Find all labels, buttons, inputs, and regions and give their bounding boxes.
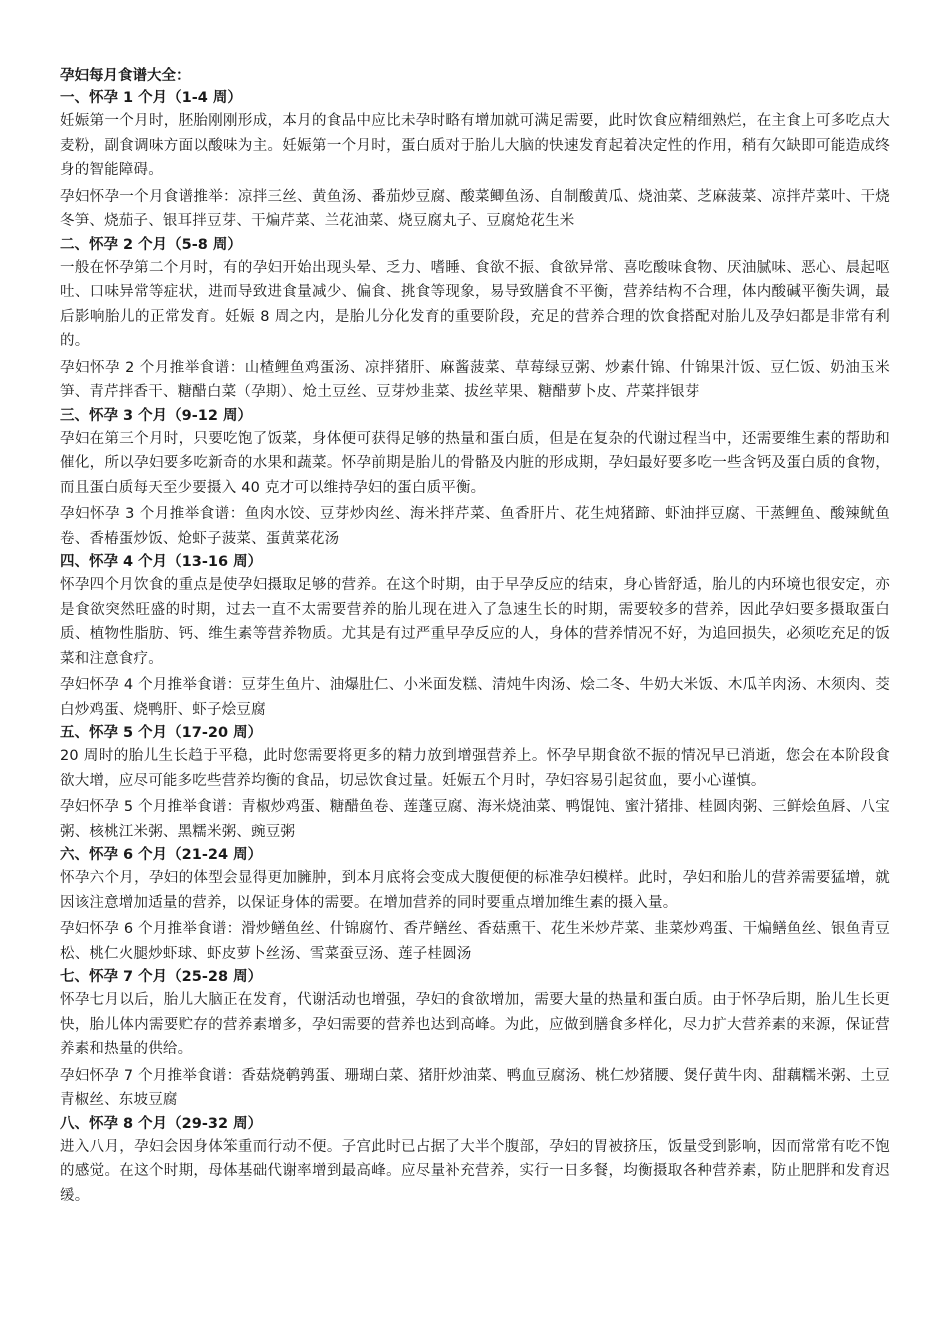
section-description: 怀孕四个月饮食的重点是使孕妇摄取足够的营养。在这个时期，由于早孕反应的结束，身心皆舒适，胎儿的内环境也很安定，亦是食欲突然旺盛的时期，过去一直不太需要营养的胎儿现在进入了急速生长的时期，需要较多的营养，因此孕妇要多摄取蛋白质、植物性脂肪、钙、维生素等营养物质。尤其是有过严重早孕反应的人，身体的营养情况不好，为追回损失，必须吃充足的饭菜和注意食疗。 <box>60 577 890 667</box>
section-2 <box>60 234 890 405</box>
document-title: 孕妇每月食谱大全： <box>60 68 191 84</box>
section-3 <box>60 405 890 552</box>
section-8 <box>60 1113 890 1209</box>
recommended-recipes: 孕妇怀孕 6 个月推举食谱：滑炒鳝鱼丝、什锦腐竹、香芹鳝丝、香菇熏干、花生米炒芹菜、韭菜炒鸡蛋、干煸鳝鱼丝、银鱼青豆松、桃仁火腿炒虾球、虾皮萝卜丝汤、雪菜蚕豆汤、莲子桂圆汤 <box>60 921 890 962</box>
section-description: 20 周时的胎儿生长趋于平稳，此时您需要将更多的精力放到增强营养上。怀孕早期食欲不振的情况早已消逝，您会在本阶段食欲大增，应尽可能多吃些营养均衡的食品，切忌饮食过量。妊娠五个月时，孕妇容易引起贫血，要小心谨慎。 <box>60 748 890 789</box>
section-heading: 一、怀孕 1 个月（1-4 周） <box>60 90 242 106</box>
recommended-recipes: 孕妇怀孕 5 个月推举食谱：青椒炒鸡蛋、糖醋鱼卷、莲蓬豆腐、海米烧油菜、鸭馄饨、蜜汁猪排、桂圆肉粥、三鲜烩鱼唇、八宝粥、核桃江米粥、黑糯米粥、豌豆粥 <box>60 799 890 840</box>
section-heading: 八、怀孕 8 个月（29-32 周） <box>60 1115 263 1132</box>
sections-container <box>60 87 890 1208</box>
section-6 <box>60 844 890 966</box>
recommended-recipes: 孕妇怀孕 4 个月推举食谱：豆芽生鱼片、油爆肚仁、小米面发糕、清炖牛肉汤、烩二冬、牛奶大米饭、木瓜羊肉汤、木须肉、茭白炒鸡蛋、烧鸭肝、虾子烩豆腐 <box>60 677 890 718</box>
section-description: 孕妇在第三个月时，只要吃饱了饭菜，身体便可获得足够的热量和蛋白质，但是在复杂的代谢过程当中，还需要维生素的帮助和催化，所以孕妇要多吃新奇的水果和蔬菜。怀孕前期是胎儿的骨骼及内脏的形成期，孕妇最好要多吃一些含钙及蛋白质的食物，而且蛋白质每天至少要摄入 40 克才可以维持孕妇的蛋白质平衡。 <box>60 430 890 496</box>
section-1 <box>60 87 890 234</box>
document-page <box>60 65 890 1208</box>
section-description: 进入八月，孕妇会因身体笨重而行动不便。子宫此时已占据了大半个腹部，孕妇的胃被挤压，饭量受到影响，因而常常有吃不饱的感觉。在这个时期，母体基础代谢率增到最高峰。应尽量补充营养，实行一日多餐，均衡摄取各种营养素，防止肥胖和发育迟缓。 <box>60 1138 890 1204</box>
recommended-recipes: 孕妇怀孕 3 个月推举食谱：鱼肉水饺、豆芽炒肉丝、海米拌芹菜、鱼香肝片、花生炖猪蹄、虾油拌豆腐、干蒸鲤鱼、酸辣鱿鱼卷、香椿蛋炒饭、炝虾子菠菜、蛋黄菜花汤 <box>60 506 890 547</box>
section-description: 妊娠第一个月时，胚胎刚刚形成，本月的食品中应比未孕时略有增加就可满足需要，此时饮食应精细熟烂，在主食上可多吃点大麦粉，副食调味方面以酸味为主。妊娠第一个月时，蛋白质对于胎儿大脑的快速发育起着决定性的作用，稍有欠缺即可能造成终身的智能障碍。 <box>60 113 890 178</box>
section-heading: 七、怀孕 7 个月（25-28 周） <box>60 969 263 985</box>
section-heading: 三、怀孕 3 个月（9-12 周） <box>60 407 253 424</box>
section-heading: 二、怀孕 2 个月（5-8 周） <box>60 236 242 253</box>
section-7 <box>60 966 890 1113</box>
recommended-recipes: 孕妇怀孕 7 个月推举食谱：香菇烧鹌鹑蛋、珊瑚白菜、猪肝炒油菜、鸭血豆腐汤、桃仁炒猪腰、煲仔黄牛肉、甜藕糯米粥、土豆青椒丝、东坡豆腐 <box>60 1067 890 1108</box>
recommended-recipes: 孕妇怀孕一个月食谱推举：凉拌三丝、黄鱼汤、番茄炒豆腐、酸菜鲫鱼汤、自制酸黄瓜、烧油菜、芝麻菠菜、凉拌芹菜叶、干烧冬笋、烧茄子、银耳拌豆芽、干煸芹菜、兰花油菜、烧豆腐丸子、豆腐炝花生米 <box>60 188 890 229</box>
section-heading: 五、怀孕 5 个月（17-20 周） <box>60 725 263 741</box>
section-5 <box>60 722 890 844</box>
section-heading: 六、怀孕 6 个月（21-24 周） <box>60 847 263 863</box>
section-description: 怀孕六个月，孕妇的体型会显得更加臃肿，到本月底将会变成大腹便便的标准孕妇模样。此时，孕妇和胎儿的营养需要猛增，就因该注意增加适量的营养，以保证身体的需要。在增加营养的同时要重点增加维生素的摄入量。 <box>60 870 890 911</box>
section-description: 一般在怀孕第二个月时，有的孕妇开始出现头晕、乏力、嗜睡、食欲不振、食欲异常、喜吃酸味食物、厌油腻味、恶心、晨起呕吐、口味异常等症状，进而导致进食量减少、偏食、挑食等现象，易导致膳食不平衡，营养结构不合理，体内酸碱平衡失调，最后影响胎儿的正常发育。妊娠 8 周之内，是胎儿分化发育的重要阶段，充足的营养合理的饮食搭配对胎儿及孕妇都是非常有利的。 <box>60 259 890 349</box>
section-description: 怀孕七月以后，胎儿大脑正在发育，代谢活动也增强，孕妇的食欲增加，需要大量的热量和蛋白质。由于怀孕后期，胎儿生长更快，胎儿体内需要贮存的营养素增多，孕妇需要的营养也达到高峰。为此，应做到膳食多样化，尽力扩大营养素的来源，保证营养素和热量的供给。 <box>60 992 890 1057</box>
section-4 <box>60 551 890 722</box>
section-heading: 四、怀孕 4 个月（13-16 周） <box>60 554 263 570</box>
recommended-recipes: 孕妇怀孕 2 个月推举食谱：山楂鲤鱼鸡蛋汤、凉拌猪肝、麻酱菠菜、草莓绿豆粥、炒素什锦、什锦果汁饭、豆仁饭、奶油玉米笋、青芹拌香干、糖醋白菜（孕期）、炝土豆丝、豆芽炒韭菜、拔丝苹果、糖醋萝卜皮、芹菜拌银芽 <box>60 359 890 400</box>
